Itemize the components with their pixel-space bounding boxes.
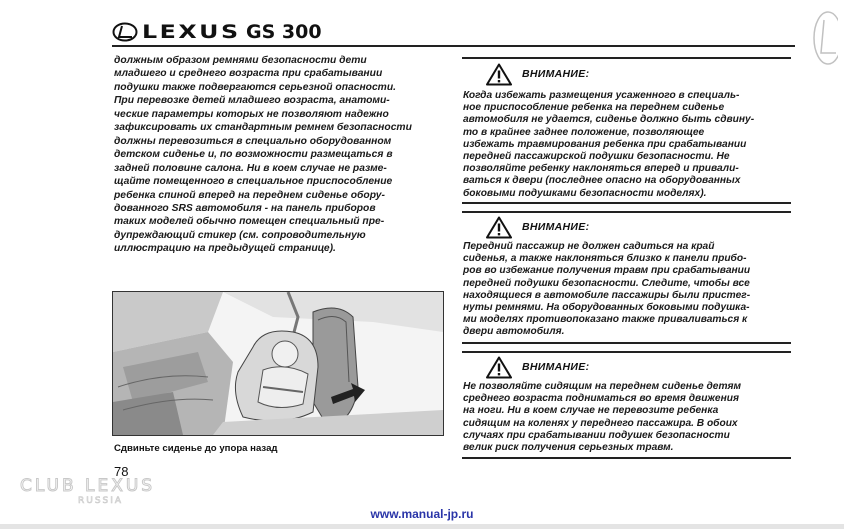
text-line: должны перевозиться в специально оборудованном xyxy=(114,135,392,147)
warning-top-rule xyxy=(462,211,791,213)
bottom-border xyxy=(0,524,844,529)
warning-title: ВНИМАНИЕ: xyxy=(522,68,590,80)
warning-title: ВНИМАНИЕ: xyxy=(522,221,590,233)
text-line: иллюстрацию на предыдущей странице). xyxy=(114,243,336,255)
text-line: щайте помещенного в специальное приспособление xyxy=(114,176,393,188)
text-line: то в крайнее заднее положение, позволяющее xyxy=(463,126,705,138)
car-interior-drawing xyxy=(113,292,443,435)
watermark-title: CLUB LEXUS xyxy=(20,476,156,496)
watermark-subtitle: RUSSIA xyxy=(78,496,124,506)
warning-header xyxy=(486,355,589,379)
warning-body xyxy=(463,381,793,454)
warning-bottom-rule xyxy=(462,202,791,204)
text-line: детском сиденье и, по возможности размещаться в xyxy=(114,149,393,161)
text-line: велик риск получения серьезных травм. xyxy=(463,442,674,454)
text-line: дованного SRS автомобиля - на панель приборов xyxy=(114,202,376,214)
brand-logo xyxy=(112,20,322,44)
text-line: Когда избежать размещения усаженного в специаль- xyxy=(463,90,740,101)
text-line: таких моделей обычно помещен специальный пре- xyxy=(114,216,385,228)
text-line: на ноги. Ни в коем случае не перевозите ребенка xyxy=(463,405,719,417)
text-line: боковыми подушками безопасности моделях). xyxy=(463,187,707,199)
text-line: ми моделях противопоказано также приваливаться к xyxy=(463,314,748,326)
warning-triangle-icon xyxy=(486,63,512,86)
left-column-text xyxy=(114,54,452,256)
warning-header xyxy=(486,215,589,239)
text-line: позволяйте ребенку наклоняться вперед и привали- xyxy=(463,163,739,175)
child-seat-illustration xyxy=(112,291,444,436)
text-line: находящиеся в автомобиле пассажиры были пристег- xyxy=(463,289,751,301)
text-line: ваться к двери (последнее опасно на оборудованных xyxy=(463,175,741,187)
brand-name: LEXUS xyxy=(142,21,241,43)
lexus-emblem-icon xyxy=(112,22,138,42)
warning-triangle-icon xyxy=(486,216,512,239)
text-line: зафиксировать их стандартным ремнем безопасности xyxy=(114,122,412,134)
text-line: избежать травмирования ребенка при срабатывании xyxy=(463,138,747,150)
text-line: передней подушки безопасности. Следите, чтобы все xyxy=(463,277,750,289)
warning-bottom-rule xyxy=(462,457,791,459)
text-line: нуты ремнями. На оборудованных боковыми подушка- xyxy=(463,302,750,314)
text-line: сидящим на коленях у переднего пассажира. В обоих xyxy=(463,417,738,429)
warning-title: ВНИМАНИЕ: xyxy=(522,361,590,373)
warning-bottom-rule xyxy=(462,342,791,344)
text-line: задней половине салона. Ни в коем случае не разме- xyxy=(114,162,387,174)
text-line: Передний пассажир не должен садиться на край xyxy=(463,241,715,252)
warning-top-rule xyxy=(462,351,791,353)
illustration-caption: Сдвиньте сиденье до упора назад xyxy=(114,443,278,454)
warning-body xyxy=(463,241,793,339)
text-line: дупреждающий стикер (см. сопроводительную xyxy=(114,229,366,241)
text-line: При перевозке детей младшего возраста, анатоми- xyxy=(114,95,390,107)
text-line: должным образом ремнями безопасности дети xyxy=(114,55,367,66)
header-rule xyxy=(112,45,795,47)
text-line: передней пассажирской подушки безопасности. Не xyxy=(463,151,730,163)
warning-top-rule xyxy=(462,57,791,59)
text-line: Не позволяйте сидящим на переднем сиденье детям xyxy=(463,381,742,392)
model-name: GS 300 xyxy=(246,21,322,43)
warning-body xyxy=(463,90,793,200)
text-line: ров во избежание получения травм при срабатывании xyxy=(463,265,751,277)
text-line: автомобиля не удается, сиденье должно быть сдвину- xyxy=(463,114,755,126)
warning-triangle-icon xyxy=(486,356,512,379)
text-line: ческие параметры которых не позволяют надежно xyxy=(114,108,389,120)
text-line: двери автомобиля. xyxy=(463,326,565,338)
text-line: случаях при срабатывании подушек безопасности xyxy=(463,429,730,441)
text-line: младшего и среднего возраста при срабатывании xyxy=(114,68,383,80)
text-line: ное приспособление ребенка на переднем сиденье xyxy=(463,102,725,114)
text-line: среднего возраста подниматься во время движения xyxy=(463,393,739,405)
text-line: сиденья, а также наклоняться близко к панели прибо- xyxy=(463,253,747,265)
page-number: 78 xyxy=(114,464,129,479)
warning-header xyxy=(486,62,589,86)
text-line: подушки также подвергаются серьезной опасности. xyxy=(114,81,396,93)
footer-url-link[interactable]: www.manual-jp.ru xyxy=(370,507,474,521)
text-line: ребенка спиной вперед на переднем сиденье обору- xyxy=(114,189,385,201)
corner-emblem-icon xyxy=(812,8,838,68)
